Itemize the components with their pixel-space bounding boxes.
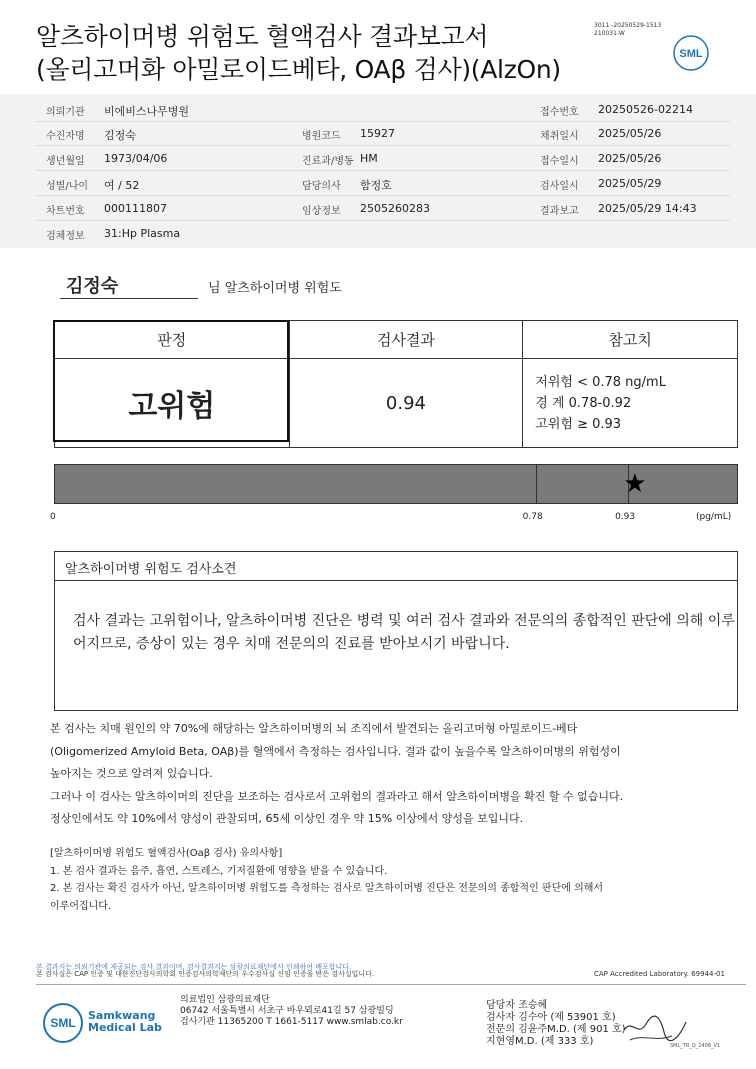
- sml-logo-icon: [672, 34, 710, 72]
- document-code-line1: 3011 -20250529-1513: [594, 22, 662, 29]
- info-value: 2025/05/29 14:43: [598, 202, 697, 215]
- info-value: 김정숙: [104, 129, 136, 142]
- report-title-line1: 알츠하이머병 위험도 혈액검사 결과보고서: [36, 22, 489, 51]
- sml-footer-logo-icon: [42, 1002, 84, 1044]
- info-row: [0, 222, 756, 246]
- info-label: 생년월일: [46, 156, 85, 167]
- patient-name: 김정숙: [66, 276, 119, 297]
- info-value: 20250526-02214: [598, 103, 693, 116]
- info-label: 채취일시: [540, 131, 579, 142]
- precautions-item: 1. 본 검사 결과는 음주, 흡연, 스트레스, 기저질환에 영향을 받을 수 있습니다.: [50, 865, 388, 877]
- info-label: 접수일시: [540, 156, 579, 167]
- sml-logo-text: SML: [679, 48, 703, 60]
- info-value: 비에비스나무병원: [104, 105, 190, 118]
- header-judgement: 판정: [55, 321, 290, 359]
- info-label: 의뢰기관: [46, 107, 85, 118]
- info-row: [0, 98, 756, 122]
- info-label: 접수번호: [540, 107, 579, 118]
- footer-notice-blue: 본 결과지는 의뢰기관에 제공되는 검사 결과이며, 검사결과지는 삼광의료재단에서 인쇄하여 배포합니다.: [36, 963, 352, 971]
- info-value: 2025/05/26: [598, 127, 662, 140]
- document-code-line2: 210031-W: [594, 30, 625, 37]
- info-label: 임상정보: [302, 206, 341, 217]
- info-row: [0, 172, 756, 196]
- staff-line: 담당자 조승혜: [486, 1000, 548, 1011]
- precautions: [50, 845, 740, 915]
- info-label: 담당의사: [302, 181, 341, 192]
- info-value: 15927: [360, 127, 395, 140]
- scale-divider-low: [536, 465, 537, 503]
- info-row: [0, 197, 756, 221]
- brand-line: Samkwang: [88, 1009, 156, 1022]
- info-value: 2505260283: [360, 202, 430, 215]
- report-title: [36, 20, 561, 86]
- findings-text: 검사 결과는 고위험이나, 알츠하이머병 진단은 병력 및 여러 검사 결과와 전문의의 종합적인 판단에 의해 이루어지므로, 증상이 있는 경우 치매 전문의의 진료를 받아보시기 바랍니다.: [73, 613, 735, 652]
- scale-tick-label: 0.93: [615, 512, 636, 522]
- address-line: 의료법인 삼광의료재단: [180, 995, 270, 1005]
- reference-borderline: 경 계 0.78-0.92: [535, 395, 632, 411]
- info-row: [0, 122, 756, 146]
- test-description: [50, 718, 740, 831]
- description-line: 그러나 이 검사는 알츠하이머의 진단을 보조하는 검사로서 고위험의 결과라고 해서 알츠하이머병을 확진 할 수 없습니다.: [50, 789, 624, 803]
- result-value: 0.94: [289, 359, 523, 448]
- info-label: 수진자명: [46, 131, 85, 142]
- info-value: 1973/04/06: [104, 152, 168, 165]
- info-label: 검사일시: [540, 181, 579, 192]
- brand-name: [88, 1010, 162, 1034]
- staff-signatures: [486, 1000, 626, 1048]
- reference-high: 고위험 ≥ 0.93: [535, 416, 622, 432]
- precautions-title: [알츠하이머병 위험도 혈액검사(Oaβ 검사) 유의사항]: [50, 848, 283, 859]
- reference-low: 저위험 < 0.78 ng/mL: [535, 374, 666, 390]
- sml-footer-logo-text: SML: [50, 1016, 76, 1030]
- info-value: 31:Hp Plasma: [104, 227, 181, 240]
- description-line: 높아지는 것으로 알려져 있습니다.: [50, 767, 213, 780]
- staff-line: 지현영M.D. (제 333 호): [486, 1036, 594, 1047]
- result-table-row: [55, 359, 738, 448]
- info-value: 000111807: [104, 202, 167, 215]
- cap-accreditation: CAP Accredited Laboratory. 69944-01: [594, 970, 725, 978]
- reference-cell: [523, 359, 738, 448]
- risk-scale-bar: [54, 464, 738, 504]
- address-line: 검사기관 11365200 T 1661-5117 www.smlab.co.kr: [180, 1017, 403, 1027]
- findings-box: [54, 551, 738, 711]
- result-marker-star-icon: ★: [623, 469, 647, 499]
- footer-divider: [36, 984, 746, 985]
- document-code: [594, 22, 661, 38]
- description-line: (Oligomerized Amyloid Beta, OAβ)를 혈액에서 측정하는 검사입니다. 결과 값이 높을수록 알츠하이머병의 위험성이: [50, 744, 621, 758]
- info-label: 차트번호: [46, 206, 85, 217]
- findings-header: [55, 552, 737, 581]
- description-line: 본 검사는 치매 원인의 약 70%에 해당하는 알츠하이머병의 뇌 조직에서 발견되는 올리고머형 아밀로이드-베타: [50, 722, 578, 735]
- staff-line: 검사자 김수아 (제 53901 호): [486, 1012, 616, 1023]
- form-code: SML_TR_Q_2408_V1: [670, 1043, 721, 1049]
- header-reference: 참고치: [523, 321, 738, 359]
- name-underline: [60, 298, 198, 299]
- info-value: 2025/05/29: [598, 177, 662, 190]
- brand-line: Medical Lab: [88, 1021, 162, 1034]
- info-label: 진료과/병동: [302, 156, 354, 167]
- report-title-line2: (올리고머화 아밀로이드베타, OAβ 검사)(AlzOn): [36, 55, 561, 84]
- description-line: 정상인에서도 약 10%에서 양성이 관찰되며, 65세 이상인 경우 약 15% 이상에서 양성을 보입니다.: [50, 812, 524, 825]
- patient-info-panel: [0, 94, 756, 248]
- handwritten-signature-icon: [620, 1010, 690, 1046]
- result-table: [54, 320, 738, 448]
- footer-notice: 본 검사실은 CAP 인증 및 대한진단검사의학회 인증검사의학재단의 우수검사실 신임 인증을 받은 검사실입니다.: [36, 970, 375, 978]
- scale-tick-label: 0: [50, 512, 56, 522]
- staff-line: 전문의 김윤주M.D. (제 901 호): [486, 1024, 626, 1035]
- scale-unit: (pg/mL): [696, 512, 732, 522]
- info-label: 결과보고: [540, 206, 579, 217]
- info-value: 함정호: [360, 179, 392, 192]
- findings-title: 알츠하이머병 위험도 검사소견: [65, 562, 237, 577]
- info-label: 병원코드: [302, 131, 341, 142]
- result-table-header: [55, 321, 738, 359]
- info-value: HM: [360, 152, 378, 165]
- institution-address: [180, 995, 403, 1028]
- info-label: 성별/나이: [46, 181, 89, 192]
- precautions-item: 2. 본 검사는 확진 검사가 아닌, 알츠하이머병 위험도를 측정하는 검사로 알츠하이머병 진단은 전문의의 종합적인 판단에 의해서: [50, 883, 604, 894]
- address-line: 06742 서울특별시 서초구 바우뫼로41길 57 삼광빌딩: [180, 1006, 394, 1016]
- info-row: [0, 147, 756, 171]
- info-value: 2025/05/26: [598, 152, 662, 165]
- precautions-item: 이루어집니다.: [50, 900, 112, 912]
- header-result: 검사결과: [289, 321, 523, 359]
- patient-name-suffix: 님 알츠하이머병 위험도: [208, 281, 342, 296]
- scale-tick-label: 0.78: [522, 512, 543, 522]
- judgement-value: 고위험: [55, 359, 290, 448]
- info-value: 여 / 52: [104, 179, 140, 192]
- info-label: 검체정보: [46, 231, 85, 242]
